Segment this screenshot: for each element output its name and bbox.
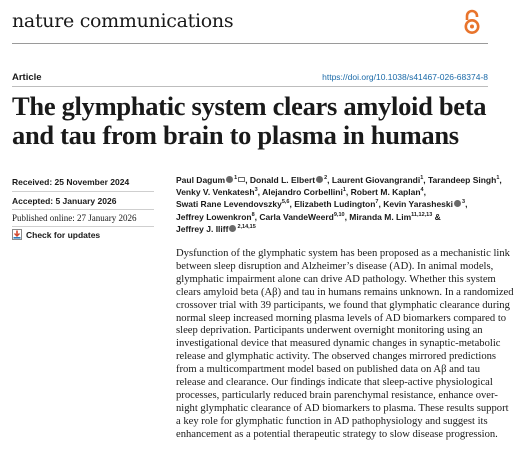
affiliation-superscript[interactable]: 7 <box>375 199 379 206</box>
affiliation-superscript[interactable]: 1 <box>234 175 238 182</box>
history-divider <box>12 226 154 227</box>
history-divider <box>12 209 154 210</box>
orcid-icon[interactable] <box>316 176 323 183</box>
author-line <box>176 174 502 186</box>
orcid-icon[interactable] <box>229 225 236 232</box>
check-for-updates-label: Check for updates <box>26 229 101 240</box>
title-line: The glymphatic system clears amyloid beta <box>12 91 487 121</box>
author-name[interactable]: Venky V. Venkatesh <box>176 187 255 198</box>
author-name[interactable]: , Robert M. Kaplan <box>345 187 421 198</box>
affiliation-superscript[interactable]: 3 <box>254 187 258 194</box>
open-access-lock-icon[interactable] <box>463 9 481 35</box>
title-line: and tau from brain to plasma in humans <box>12 120 459 150</box>
abstract-line: a key role for glymphatic function in AD pathophysiology and suggest its <box>176 415 488 427</box>
author-name[interactable]: , Miranda M. Lim <box>344 211 412 222</box>
article-title <box>12 92 490 150</box>
author-name[interactable]: , <box>465 199 468 210</box>
check-for-updates-button[interactable] <box>12 229 100 240</box>
header-divider <box>12 43 488 44</box>
author-name[interactable]: , Tarandeep Singh <box>423 175 497 185</box>
affiliation-superscript[interactable]: 11,12,13 <box>411 211 433 218</box>
author-line <box>176 198 494 210</box>
orcid-icon[interactable] <box>454 200 461 207</box>
affiliation-superscript[interactable]: 5,6 <box>281 199 290 206</box>
affiliation-superscript[interactable]: 1 <box>420 175 424 182</box>
abstract-line: between sleep disruption and Alzheimer’s disease (AD). In animal models, <box>176 260 494 272</box>
affiliation-superscript[interactable]: 8 <box>251 211 255 218</box>
author-name[interactable]: , Carla VandeWeerd <box>254 211 334 222</box>
accepted-date: Accepted: 5 January 2026 <box>12 196 117 206</box>
author-name[interactable]: , Kevin Yarasheski <box>378 199 453 210</box>
abstract-line: enhancement as a potential therapeutic strategy to slow disease progression. <box>176 428 498 440</box>
author-name[interactable]: & <box>432 211 441 222</box>
affiliation-superscript[interactable]: 2 <box>324 175 328 182</box>
check-for-updates-icon <box>12 229 22 240</box>
author-name[interactable]: , Elizabeth Ludington <box>289 199 376 210</box>
journal-name[interactable]: nature communications <box>12 10 234 32</box>
affiliation-superscript[interactable]: 1 <box>342 187 346 194</box>
abstract-line: normal sleep increased morning plasma levels of AD biomarkers compared to <box>176 312 507 324</box>
history-divider <box>12 191 154 192</box>
abstract-line: clears amyloid beta (Aβ) and tau in humans remains unknown. In a randomized <box>176 286 514 298</box>
author-name[interactable]: Jeffrey Lowenkron <box>176 211 252 222</box>
abstract-line: release and glymphatic activity. The observed changes mirrored predictions <box>176 351 497 363</box>
affiliation-superscript[interactable]: 4 <box>420 187 424 194</box>
abstract-line: from a multicompartment model based on published data on Aβ and tau <box>176 364 481 376</box>
author-line <box>176 186 494 198</box>
abstract-line: glymphatic impairment alone can drive AD pathology. Whether this system <box>176 273 496 285</box>
affiliation-superscript[interactable]: 2,14,15 <box>237 223 256 230</box>
received-date: Received: 25 November 2024 <box>12 177 130 187</box>
author-name[interactable]: Paul Dagum <box>176 175 226 185</box>
abstract-line: night glymphatic clearance of AD biomarkers to plasma. These results support <box>176 402 509 414</box>
author-name[interactable]: , Laurent Giovangrandi <box>327 175 421 185</box>
author-name[interactable]: Swati Rane Levendovszky <box>176 199 282 210</box>
author-name[interactable]: Jeffrey J. Iliff <box>176 223 229 234</box>
author-line <box>176 211 494 223</box>
abstract <box>176 248 514 442</box>
affiliation-superscript[interactable]: 3 <box>462 199 466 206</box>
published-date: Published online: 27 January 2026 <box>12 213 137 223</box>
author-line <box>176 223 494 235</box>
abstract-line: processes, particularly reduced brain parenchymal resistance, enhance over- <box>176 389 498 401</box>
title-divider <box>12 86 488 87</box>
abstract-line: crossover trial with 39 participants, we found that glymphatic clearance during <box>176 299 510 311</box>
affiliation-superscript[interactable]: 9,10 <box>333 211 345 218</box>
abstract-line: Dysfunction of the glymphatic system has been proposed as a mechanistic link <box>176 248 510 259</box>
abstract-line: investigational device that measured dynamic changes in synaptic-metabolic <box>176 338 501 350</box>
doi-link[interactable]: https://doi.org/10.1038/s41467-026-68374-8 <box>322 72 488 82</box>
affiliation-superscript[interactable]: 1 <box>496 175 500 182</box>
article-type: Article <box>12 72 42 83</box>
abstract-line: sleep deprivation. Participants underwent overnight monitoring using an <box>176 325 483 337</box>
author-name[interactable]: , Donald L. Elbert <box>245 175 316 185</box>
author-name[interactable]: , <box>423 187 426 198</box>
abstract-line: release and clearance. Our findings indicate that sleep-active physiological <box>176 377 493 389</box>
author-name[interactable]: , <box>499 175 502 185</box>
orcid-icon[interactable] <box>226 176 233 183</box>
author-name[interactable]: , Alejandro Corbellini <box>257 187 343 198</box>
author-list <box>176 174 502 235</box>
